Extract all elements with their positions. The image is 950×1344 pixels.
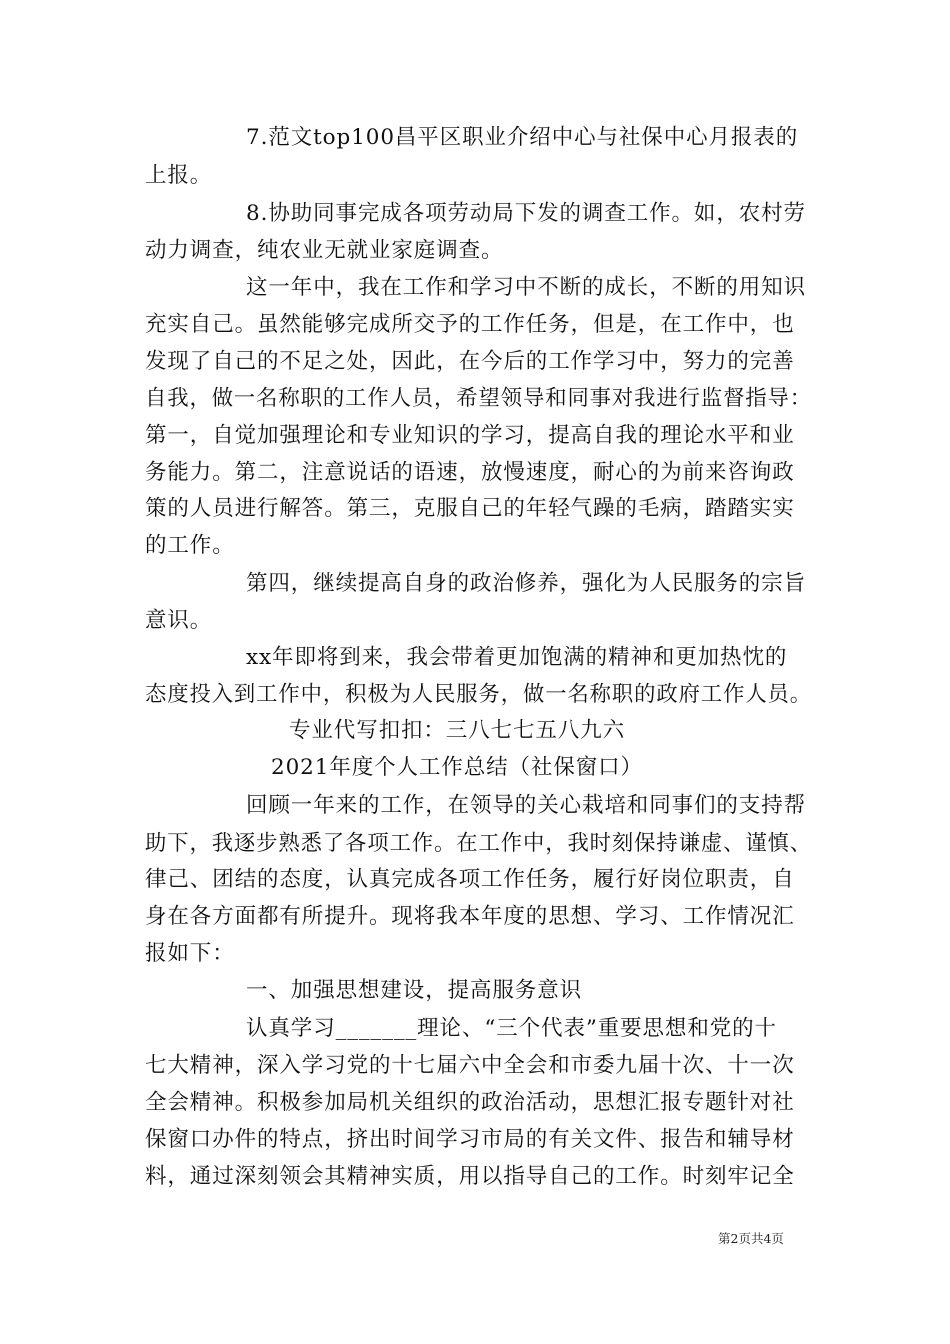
text-line: 态度投入到工作中，积极为人民服务，做一名称职的政府工作人员。 <box>145 682 813 707</box>
text-line: 上报。 <box>145 163 213 188</box>
text-line: 8.协助同事完成各项劳动局下发的调查工作。如，农村劳 <box>246 201 806 226</box>
text-line: 七大精神，深入学习党的十七届六中全会和市委九届十次、十一次 <box>145 1053 795 1078</box>
text-line: 报如下： <box>145 941 235 966</box>
section-heading: 一、加强思想建设，提高服务意识 <box>246 978 583 1003</box>
text-line: 的工作。 <box>145 533 235 558</box>
text-line: 律己、团结的态度，认真完成各项工作任务，履行好岗位职责，自 <box>145 867 795 892</box>
text-line: 全会精神。积极参加局机关组织的政治活动，思想汇报专题针对社 <box>145 1090 795 1115</box>
text-line: 发现了自己的不足之处，因此，在今后的工作学习中，努力的完善 <box>145 349 795 374</box>
text-line: 这一年中，我在工作和学习中不断的成长，不断的用知识 <box>246 275 807 300</box>
text-line: 身在各方面都有所提升。现将我本年度的思想、学习、工作情况汇 <box>145 904 795 929</box>
text-line: 第四，继续提高自身的政治修养，强化为人民服务的宗旨 <box>246 571 807 596</box>
page-number: 第2页共4页 <box>718 1231 784 1246</box>
text-line: 认真学习_______理论、“三个代表”重要思想和党的十 <box>246 1016 777 1041</box>
text-line: 第一，自觉加强理论和专业知识的学习，提高自我的理论水平和业 <box>145 423 795 448</box>
text-line: 料，通过深刻领会其精神实质，用以指导自己的工作。时刻牢记全 <box>145 1164 795 1189</box>
text-line: 专业代写扣扣：三八七七五八九六 <box>289 718 626 743</box>
text-line: 充实自己。虽然能够完成所交予的工作任务，但是，在工作中，也 <box>145 312 795 337</box>
text-line: xx年即将到来，我会带着更加饱满的精神和更加热忱的 <box>246 645 788 670</box>
text-line: 助下，我逐步熟悉了各项工作。在工作中，我时刻保持谦虚、谨慎、 <box>145 831 813 856</box>
text-line: 动力调查，纯农业无就业家庭调查。 <box>145 238 504 263</box>
text-line: 回顾一年来的工作，在领导的关心栽培和同事们的支持帮 <box>246 793 807 818</box>
text-line: 务能力。第二，注意说话的语速，放慢速度，耐心的为前来咨询政 <box>145 460 795 485</box>
text-line: 意识。 <box>145 608 213 633</box>
section-title: 2021年度个人工作总结（社保窗口） <box>271 755 643 780</box>
text-line: 自我，做一名称职的工作人员，希望领导和同事对我进行监督指导： <box>145 386 813 411</box>
text-line: 策的人员进行解答。第三，克服自己的年轻气躁的毛病，踏踏实实 <box>145 496 795 521</box>
text-line: 7.范文top100昌平区职业介绍中心与社保中心月报表的 <box>246 125 799 150</box>
text-line: 保窗口办件的特点，挤出时间学习市局的有关文件、报告和辅导材 <box>145 1127 795 1152</box>
